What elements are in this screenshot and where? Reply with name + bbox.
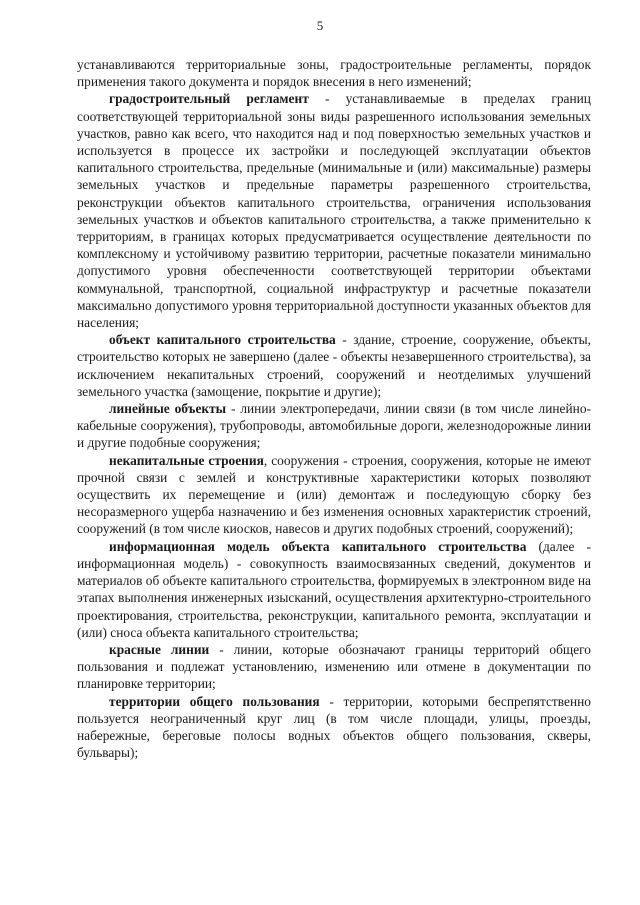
defined-term: объект капитального строительства xyxy=(109,332,336,348)
defined-term: некапитальные строения xyxy=(109,452,264,468)
definition-non-capital-structures xyxy=(77,452,591,538)
definition-text: - здание, строение, сооружение, объекты, строительство которых не завершено (далее - объекты незавершенного строительства), за исключением некапитальных строений, сооружений и неотделимых улучшений земельного участка (замощение, покрытие и другие); xyxy=(77,332,591,399)
definition-red-lines xyxy=(77,641,591,693)
defined-term: градостроительный регламент xyxy=(109,91,309,107)
definition-text: - устанавливаемые в пределах границ соответствующей территориальной зоны виды разрешенного использования земельных участков, равно как всего, что находится над и под поверхностью земельных участков и используется в процессе их застройки и последующей эксплуатации объектов капитального строительства, предельные (минимальные и (или) максимальные) размеры земельных участков и предельные параметры разрешенного строительства, реконструкции объектов капитального строительства, ограничения использования земельных участков и объектов капитального строительства, а также применительно к территориям, в границах которых предусматривается осуществление деятельности по комплексному и устойчивому развитию территории, расчетные показатели минимально допустимого уровня обеспеченности соответствующей территории объектами коммунальной, транспортной, социальной инфраструктур и расчетные показатели максимально допустимого уровня территориальной доступности указанных объектов для населения; xyxy=(77,91,591,331)
definition-linear-objects xyxy=(77,400,591,452)
defined-term: красные линии xyxy=(109,641,210,657)
definition-text: , сооружения - строения, сооружения, которые не имеют прочной связи с землей и конструктивные характеристики которых позволяют осуществить их перемещение и (или) демонтаж и последующую сборку без несоразмерного ущерба назначению и без изменения основных характеристик строений, сооружений (в том числе киосков, навесов и других подобных строений, сооружений); xyxy=(77,452,591,537)
definition-urban-planning-regulation xyxy=(77,90,591,331)
definition-capital-construction-object xyxy=(77,331,591,400)
definition-text: - линии электропередачи, линии связи (в том числе линейно-кабельные сооружения), трубопроводы, автомобильные дороги, железнодорожные линии и другие подобные сооружения; xyxy=(77,401,591,451)
paragraph-text: устанавливаются территориальные зоны, градостроительные регламенты, порядок применения такого документа и порядок внесения в него изменений; xyxy=(77,57,591,90)
definition-information-model xyxy=(77,538,591,641)
page-number: 5 xyxy=(316,18,324,33)
definition-text: - линии, которые обозначают границы территорий общего пользования и подлежат установлению, изменению или отмене в документации по планировке территории; xyxy=(77,641,591,692)
defined-term: территории общего пользования xyxy=(109,693,320,709)
paragraph-continuation xyxy=(77,56,591,90)
definition-text: - территории, которыми беспрепятственно пользуется неограниченный круг лиц (в том числе площади, улицы, проезды, набережные, береговые полосы водных объектов общего пользования, скверы, бульвары); xyxy=(77,693,591,761)
defined-term: информационная модель объекта капитального строительства xyxy=(109,538,527,554)
defined-term: линейные объекты xyxy=(109,401,227,417)
definition-text: (далее - информационная модель) - совокупность взаимосвязанных сведений, документов и материалов об объекте капитального строительства, формируемых в электронном виде на этапах выполнения инженерных изысканий, осуществления архитектурно-строительного проектирования, строительства, реконструкции, капитального ремонта, эксплуатации и (или) сноса объекта капитального строительства; xyxy=(77,538,591,640)
definition-public-territories xyxy=(77,693,591,762)
document-body xyxy=(77,56,591,761)
